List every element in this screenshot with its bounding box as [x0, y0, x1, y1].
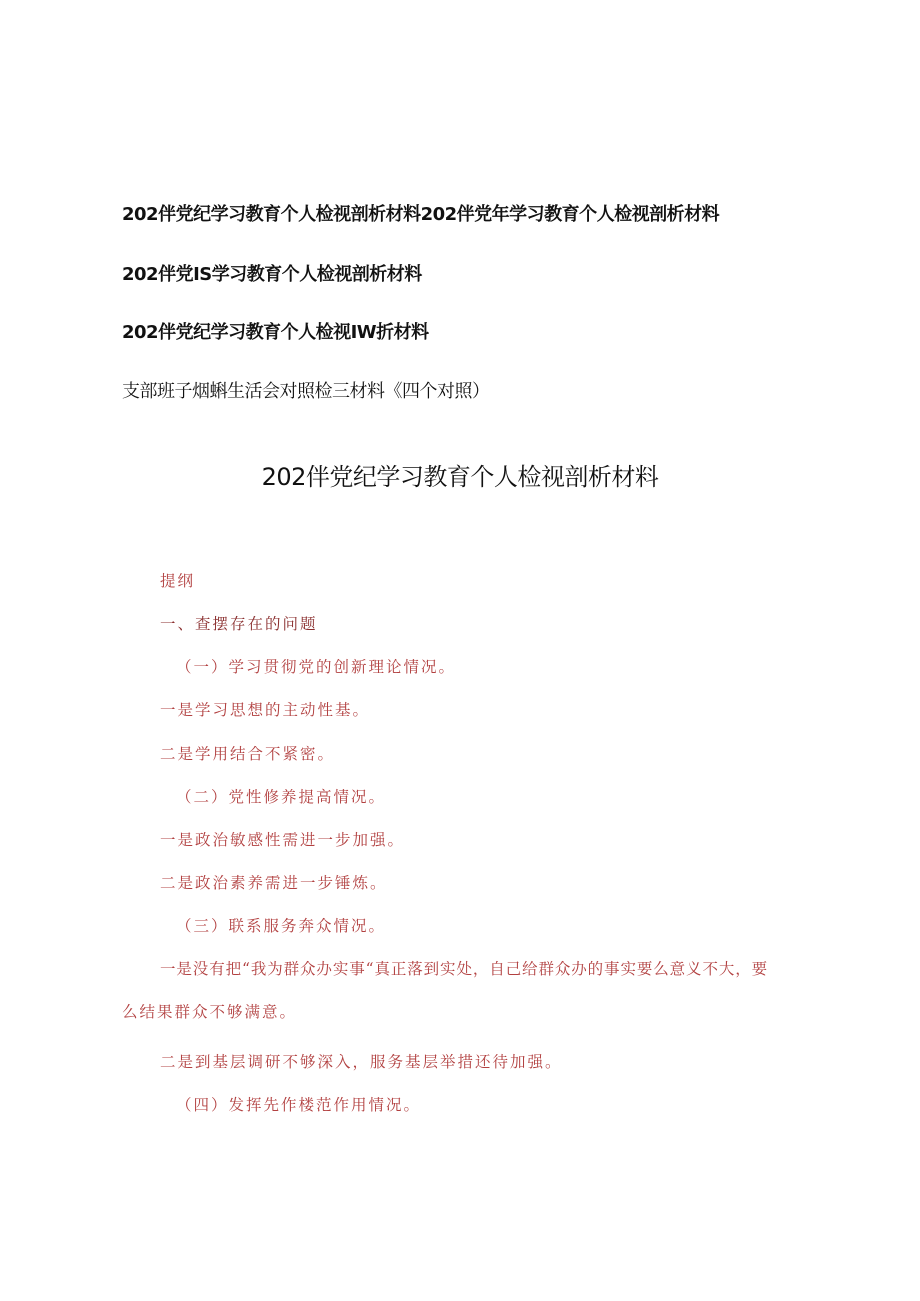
subsection-3-point-1-line-1: 一是没有把“我为群众办实事“真正落到实处，自己给群众办的事实要么意义不大，要	[160, 960, 769, 978]
subsection-3-point-1-line-2: 么结果群众不够满意。	[122, 1003, 298, 1021]
subsection-2-point-1: 一是政治敏感性需进一步加强。	[160, 831, 406, 849]
subsection-1-point-2: 二是学用结合不紧密。	[160, 745, 336, 763]
subsection-2-point-2: 二是政治素养需进一步锤炼。	[160, 874, 388, 892]
toc-item-2: 202伴党IS学习教育个人检视剖析材料	[122, 264, 422, 285]
subsection-1-point-1: 一是学习思想的主动性基。	[160, 701, 371, 719]
document-title: 202伴党纪学习教育个人检视剖析材料	[261, 463, 659, 491]
toc-item-4: 支部班子烟蝌生活会对照检三材料《四个对照）	[122, 381, 490, 402]
subsection-2: （二）党性修养提高情况。	[176, 788, 387, 806]
outline-label: 提纲	[160, 572, 196, 590]
subsection-4: （四）发挥先作楼范作用情况。	[176, 1096, 422, 1114]
subsection-1: （一）学习贯彻党的创新理论情况。	[176, 658, 457, 676]
subsection-3: （三）联系服务奔众情况。	[176, 917, 387, 935]
subsection-3-point-2: 二是到基层调研不够深入，服务基层举措还待加强。	[160, 1053, 563, 1071]
section-heading: 一、查摆存在的问题	[160, 615, 318, 633]
toc-item-1: 202伴党纪学习教育个人检视剖析材料202伴党年学习教育个人检视剖析材料	[122, 204, 720, 225]
toc-item-3: 202伴党纪学习教育个人检视IW折材料	[122, 322, 429, 343]
